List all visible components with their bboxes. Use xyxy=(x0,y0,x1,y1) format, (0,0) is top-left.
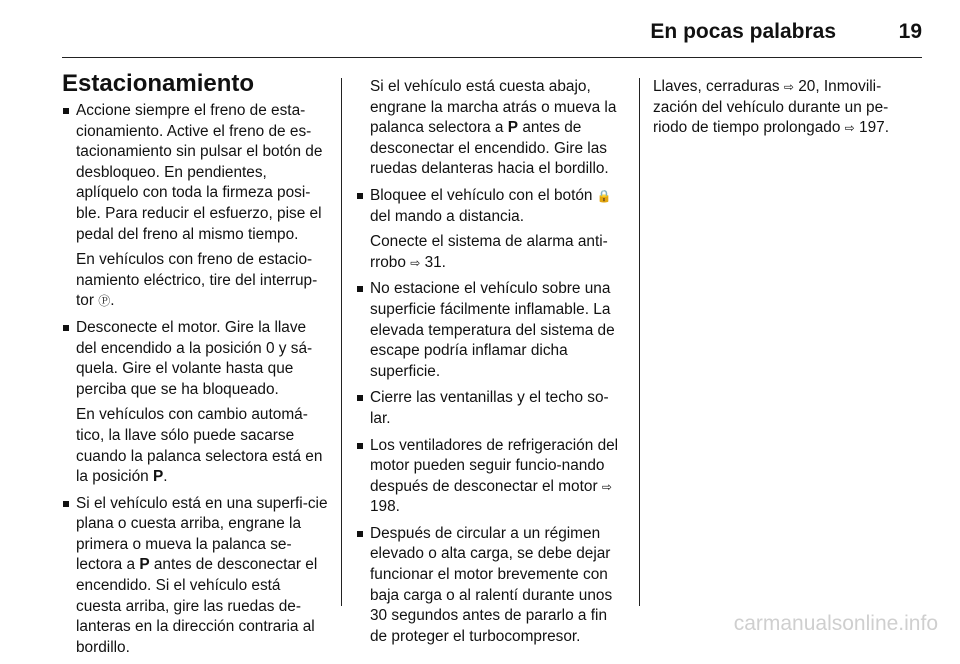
sub-text-end: . xyxy=(163,468,168,486)
gear-position-p: P xyxy=(153,468,164,486)
bullet-text: No estacione el vehículo sobre una superficie fácilmente inflamable. La elevada temperatura del sistema de escape podría inflamar dicha superficie. xyxy=(370,280,615,380)
column-3 xyxy=(653,78,911,139)
sub-text: Conecte el sistema de alarma anti-rrobo xyxy=(370,233,608,271)
ref-text-cont: 20, Inmovili-zación del vehículo durante un pe-riodo de tiempo prolongado xyxy=(653,78,889,137)
column-divider-1 xyxy=(341,78,342,606)
sub-text: En vehículos con cambio automá-tico, la llave sólo puede sacarse cuando la palanca selectora está en la posición xyxy=(76,406,323,486)
bullet-text: Cierre las ventanillas y el techo so-lar. xyxy=(370,389,609,427)
gear-position-p: P xyxy=(507,119,519,137)
sub-paragraph xyxy=(356,232,624,273)
sub-text: Si el vehículo está cuesta abajo, engrane la marcha atrás o mueva la palanca selectora a xyxy=(370,78,617,137)
bullet-text-cont: antes de desconectar el encendido. Si el vehículo está cuesta arriba, gire las ruedas de-lanteras en la dirección contraria al bordillo. xyxy=(76,556,318,656)
sub-text-cont: antes de desconectar el encendido. Gire las ruedas delanteras hacia el bordillo. xyxy=(370,119,609,178)
bullet-item xyxy=(356,388,624,429)
sub-text-end: . xyxy=(110,292,115,310)
sub-text: En vehículos con freno de estacio-namiento eléctrico, tire del interrup-tor xyxy=(76,251,318,310)
header-title: En pocas palabras xyxy=(650,20,836,43)
sub-paragraph xyxy=(62,405,330,487)
page-ref: 197. xyxy=(859,119,889,137)
ref-text: Llaves, cerraduras xyxy=(653,78,780,95)
lock-icon: 🔒 xyxy=(596,188,612,203)
page-ref: 31. xyxy=(424,253,446,271)
page-header xyxy=(62,20,922,60)
gear-position-p: P xyxy=(139,556,150,574)
section-title: Estacionamiento xyxy=(62,70,255,97)
bullet-text: Los ventiladores de refrigeración del motor pueden seguir funcio-nando después de desconectar el motor xyxy=(370,436,619,495)
column-2 xyxy=(356,78,624,653)
cross-reference-paragraph xyxy=(653,77,911,139)
bullet-text: Desconecte el motor. Gire la llave del encendido a la posición 0 y sá-quela. Gire el volante hasta que perciba que se ha bloqueado. xyxy=(76,318,313,398)
bullet-item xyxy=(356,279,624,382)
continued-paragraph xyxy=(356,77,624,180)
bullet-item xyxy=(356,436,624,518)
bullet-text: Accione siempre el freno de esta-cionamiento. Active el freno de es-tacionamiento sin pulsar el botón de desbloqueo. En pendientes, aplíquelo con toda la firmeza posi-ble. Para reducir el esfuerzo, pise el pedal del freno al mismo tiempo. xyxy=(76,102,323,243)
page-number: 19 xyxy=(898,20,922,43)
bullet-item xyxy=(62,101,330,245)
sub-paragraph xyxy=(62,250,330,312)
column-1 xyxy=(62,70,330,664)
page-ref-arrow-icon: ⇨ xyxy=(844,121,855,136)
bullet-item xyxy=(356,524,624,648)
bullet-text: Después de circular a un régimen elevado o alta carga, se debe dejar funcionar el motor brevemente con baja carga o al ralentí durante unos 30 segundos antes de pararlo a fin de proteger el turbocompresor. xyxy=(370,524,613,645)
bullet-item xyxy=(62,318,330,400)
parking-brake-icon: Ⓟ xyxy=(98,294,111,309)
bullet-text: Si el vehículo está en una superfi-cie plana o cuesta arriba, engrane la primera o mueva la palanca se-lectora a xyxy=(76,494,328,574)
page-ref-arrow-icon: ⇨ xyxy=(410,255,421,270)
page-ref-arrow-icon: ⇨ xyxy=(783,80,794,94)
page-ref-arrow-icon: ⇨ xyxy=(601,479,612,494)
watermark: carmanualsonline.info xyxy=(733,612,938,635)
bullet-item xyxy=(62,494,330,659)
page-ref: 198. xyxy=(370,498,400,516)
bullet-item xyxy=(356,186,624,227)
bullet-text-cont: del mando a distancia. xyxy=(370,207,525,225)
column-divider-2 xyxy=(639,78,640,606)
bullet-text: Bloquee el vehículo con el botón xyxy=(370,186,593,204)
header-rule xyxy=(62,57,922,58)
